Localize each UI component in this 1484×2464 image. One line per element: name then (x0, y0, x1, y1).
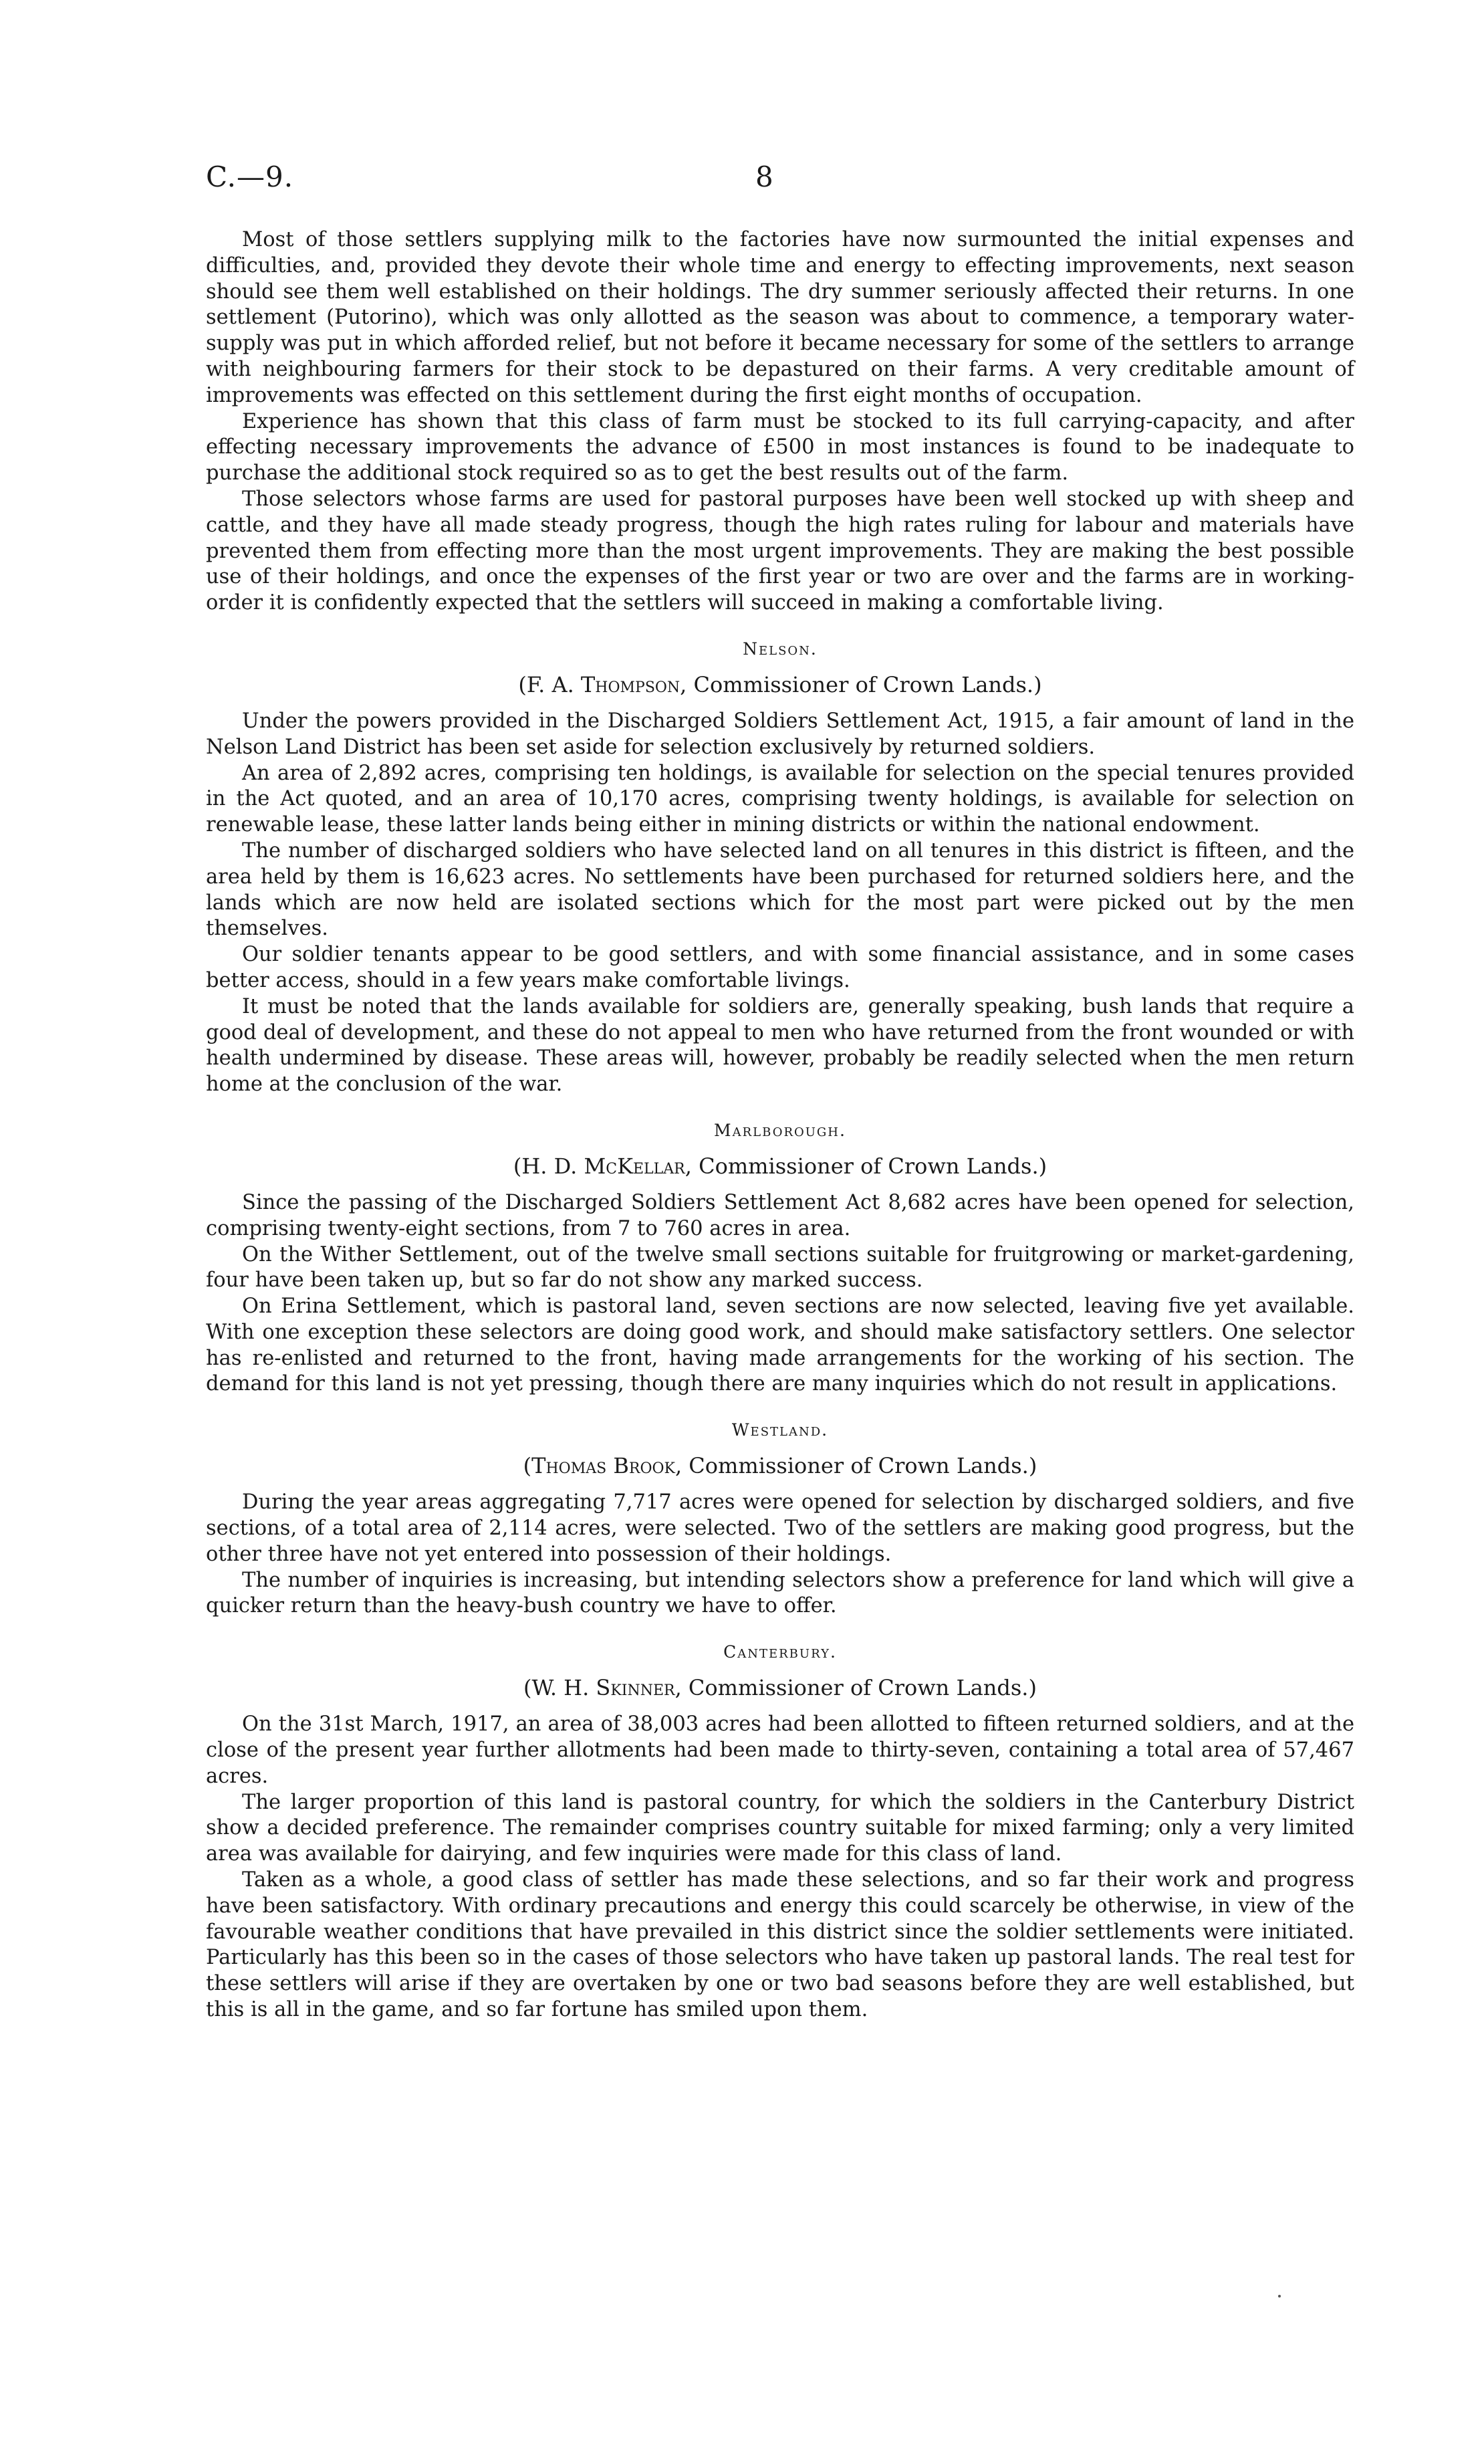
paragraph: On Erina Settlement, which is pastoral land, seven sections are now selected, leaving five yet available. With one exception these selectors are doing good work, and should make satisfactory settlers. One selector has re-enlisted and returned to the front, having made arrangements for the working of his section. The demand for this land is not yet pressing, though there are many inquiries which do not result in applications. (206, 1295, 1354, 1396)
section-heading: Westland. (731, 1420, 829, 1440)
commissioner-title: Commissioner of Crown Lands.) (688, 1675, 1037, 1701)
ink-speck (1278, 2295, 1281, 2298)
nelson-section (206, 637, 1354, 1098)
commissioner-line (206, 1452, 1354, 1479)
commissioner-line (206, 671, 1354, 698)
document-body (206, 227, 1354, 2023)
section-heading: Canterbury. (723, 1642, 837, 1662)
commissioner-title: Commissioner of Crown Lands.) (693, 671, 1042, 697)
paragraph: Under the powers provided in the Discharged Soldiers Settlement Act, 1915, a fair amount of land in the Nelson Land District has been set aside for selection exclusively by returned soldiers. (206, 709, 1354, 759)
paragraph: Those selectors whose farms are used for pastoral purposes have been well stocked up with sheep and cattle, and they have all made steady progress, though the high rates ruling for labour and materials have prevented them from effecting more than the most urgent improvements. They are making the best possible use of their holdings, and once the expenses of the first year or two are over and the farms are in working-order it is confidently expected that the settlers will succeed in making a comfortable living. (206, 487, 1354, 615)
page-number: 8 (755, 160, 773, 193)
canterbury-section (206, 1640, 1354, 2023)
westland-section (206, 1418, 1354, 1619)
paragraph: On the Wither Settlement, out of the twelve small sections suitable for fruitgrowing or market-gardening, four have been taken up, but so far do not show any marked success. (206, 1242, 1354, 1293)
paragraph: It must be noted that the lands available for soldiers are, generally speaking, bush lands that require a good deal of development, and these do not appeal to men who have returned from the front wounded or with health undermined by disease. These areas will, however, probably be readily selected when the men return home at the conclusion of the war. (206, 994, 1354, 1097)
paragraph: The number of inquiries is increasing, but intending selectors show a preference for land which will give a quicker return than the heavy-bush country we have to offer. (206, 1568, 1354, 1618)
commissioner-line (206, 1153, 1354, 1180)
paragraph: An area of 2,892 acres, comprising ten holdings, is available for selection on the special tenures provided in the Act quoted, and an area of 10,170 acres, comprising twenty holdings, is available for selection on renewable lease, these latter lands being either in mining districts or within the national endowment. (206, 761, 1354, 837)
commissioner-name: (Thomas Brook, (523, 1453, 683, 1479)
commissioner-name: (F. A. Thompson, (518, 671, 687, 697)
paragraph: Since the passing of the Discharged Soldiers Settlement Act 8,682 acres have been opened for selection, comprising twenty-eight sections, from 7 to 760 acres in area. (206, 1190, 1354, 1240)
paragraph: Taken as a whole, a good class of settler has made these selections, and so far their work and progress have been satisfactory. With ordinary precautions and energy this could scarcely be otherwise, in view of the favourable weather conditions that have prevailed in this district since the soldier settlements were initiated. Particularly has this been so in the cases of those selectors who have taken up pastoral lands. The real test for these settlers will arise if they are overtaken by one or two bad seasons before they are well established, but this is all in the game, and so far fortune has smiled upon them. (206, 1868, 1354, 2022)
intro-section (206, 227, 1354, 617)
commissioner-line (206, 1674, 1354, 1701)
marlborough-section (206, 1118, 1354, 1397)
paragraph: Experience has shown that this class of farm must be stocked to its full carrying-capacity, and after effecting necessary improvements the advance of £500 in most instances is found to be inadequate to purchase the additional stock required so as to get the best results out of the farm. (206, 409, 1354, 485)
paragraph: During the year areas aggregating 7,717 acres were opened for selection by discharged soldiers, and five sections, of a total area of 2,114 acres, were selected. Two of the settlers are making good progress, but the other three have not yet entered into possession of their holdings. (206, 1490, 1354, 1566)
commissioner-title: Commissioner of Crown Lands.) (699, 1153, 1047, 1179)
paragraph: The number of discharged soldiers who have selected land on all tenures in this district is fifteen, and the area held by them is 16,623 acres. No settlements have been purchased for returned soldiers here, and the lands which are now held are isolated sections which for the most part were picked out by the men themselves. (206, 838, 1354, 941)
document-reference: C.—9. (206, 160, 294, 193)
commissioner-title: Commissioner of Crown Lands.) (689, 1453, 1037, 1479)
paragraph: Our soldier tenants appear to be good settlers, and with some financial assistance, and in some cases better access, should in a few years make comfortable livings. (206, 943, 1354, 992)
section-heading: Nelson. (743, 639, 818, 659)
commissioner-name: (W. H. Skinner, (523, 1675, 682, 1701)
section-heading: Marlborough. (714, 1120, 846, 1140)
paragraph: On the 31st March, 1917, an area of 38,003 acres had been allotted to fifteen returned soldiers, and at the close of the present year further allotments had been made to thirty-seven, containing a total area of 57,467 acres. (206, 1712, 1354, 1788)
paragraph: Most of those settlers supplying milk to the factories have now surmounted the initial expenses and difficulties, and, provided they devote their whole time and energy to effecting improvements, next season should see them well established on their holdings. The dry summer seriously affected their returns. In one settlement (Putorino), which was only allotted as the season was about to commence, a temporary water-supply was put in which afforded relief, but not before it became necessary for some of the settlers to arrange with neighbouring farmers for their stock to be depastured on their farms. A very creditable amount of improvements was effected on this settlement during the first eight months of occupation. (206, 228, 1354, 407)
commissioner-name: (H. D. McKellar, (513, 1153, 692, 1179)
paragraph: The larger proportion of this land is pastoral country, for which the soldiers in the Canterbury District show a decided preference. The remainder comprises country suitable for mixed farming; only a very limited area was available for dairying, and few inquiries were made for this class of land. (206, 1790, 1354, 1866)
